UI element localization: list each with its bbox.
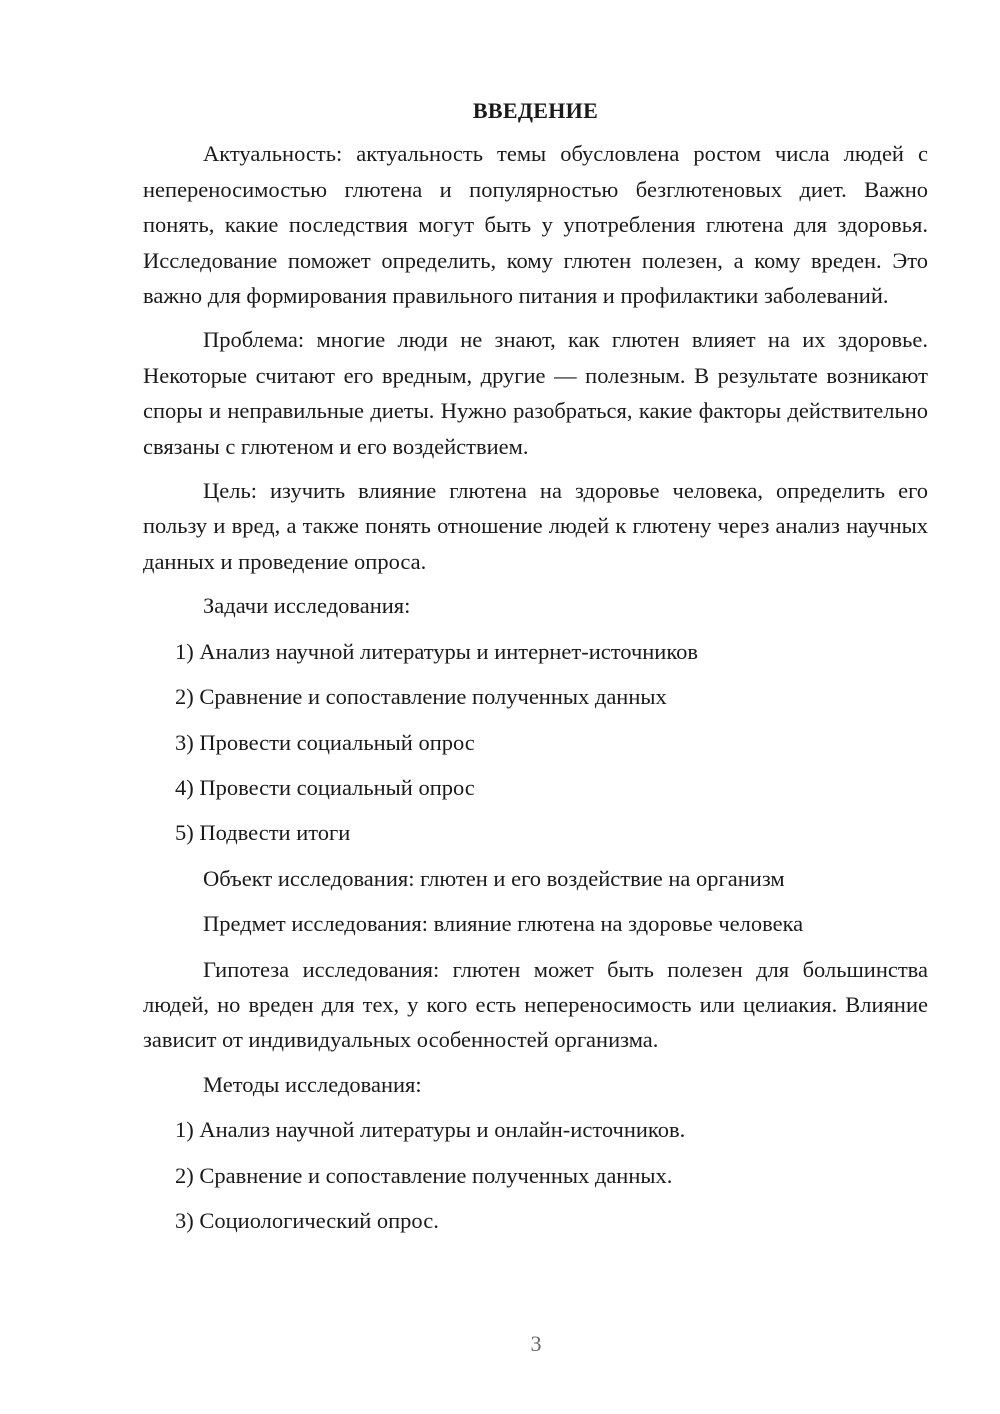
paragraph-problem: Проблема: многие люди не знают, как глютен влияет на их здоровье. Некоторые считают его вредным, другие — полезным. В результате возникают споры и неправильные диеты. Нужно разобраться, какие факторы действительно связаны с глютеном и его воздействием. — [143, 327, 928, 459]
task-item: 3) Провести социальный опрос — [175, 729, 475, 755]
paragraph-object: Объект исследования: глютен и его воздействие на организм — [203, 865, 785, 891]
task-item: 4) Провести социальный опрос — [175, 774, 475, 800]
paragraph-subject: Предмет исследования: влияние глютена на здоровье человека — [203, 911, 804, 937]
methods-heading: Методы исследования: — [203, 1071, 422, 1097]
section-title: ВВЕДЕНИЕ — [472, 98, 599, 123]
task-item: 5) Подвести итоги — [175, 820, 351, 846]
paragraph-relevance: Актуальность: актуальность темы обусловлена ростом числа людей с непереносимостью глютена и популярностью безглютеновых диет. Важно понять, какие последствия могут быть у употребления глютена для здоровья. Исследование поможет определить, кому глютен полезен, а кому вреден. Это важно для формирования правильного питания и профилактики заболеваний. — [143, 141, 928, 309]
paragraph-goal: Цель: изучить влияние глютена на здоровье человека, определить его пользу и вред, а также понять отношение людей к глютену через анализ научных данных и проведение опроса. — [143, 478, 928, 574]
task-item: 2) Сравнение и сопоставление полученных данных — [175, 684, 667, 710]
method-item: 2) Сравнение и сопоставление полученных данных. — [175, 1162, 673, 1188]
page-content — [143, 93, 928, 1248]
paragraph-hypothesis: Гипотеза исследования: глютен может быть полезен для большинства людей, но вреден для тех, у кого есть непереносимость или целиакия. Влияние зависит от индивидуальных особенностей организма. — [143, 956, 928, 1053]
method-item: 1) Анализ научной литературы и онлайн-источников. — [175, 1117, 686, 1143]
methods-list — [143, 1112, 928, 1238]
task-item: 1) Анализ научной литературы и интернет-источников — [175, 638, 699, 664]
tasks-heading: Задачи исследования: — [203, 593, 411, 619]
tasks-list — [143, 634, 928, 851]
page-number: 3 — [530, 1331, 542, 1356]
method-item: 3) Социологический опрос. — [175, 1207, 439, 1233]
